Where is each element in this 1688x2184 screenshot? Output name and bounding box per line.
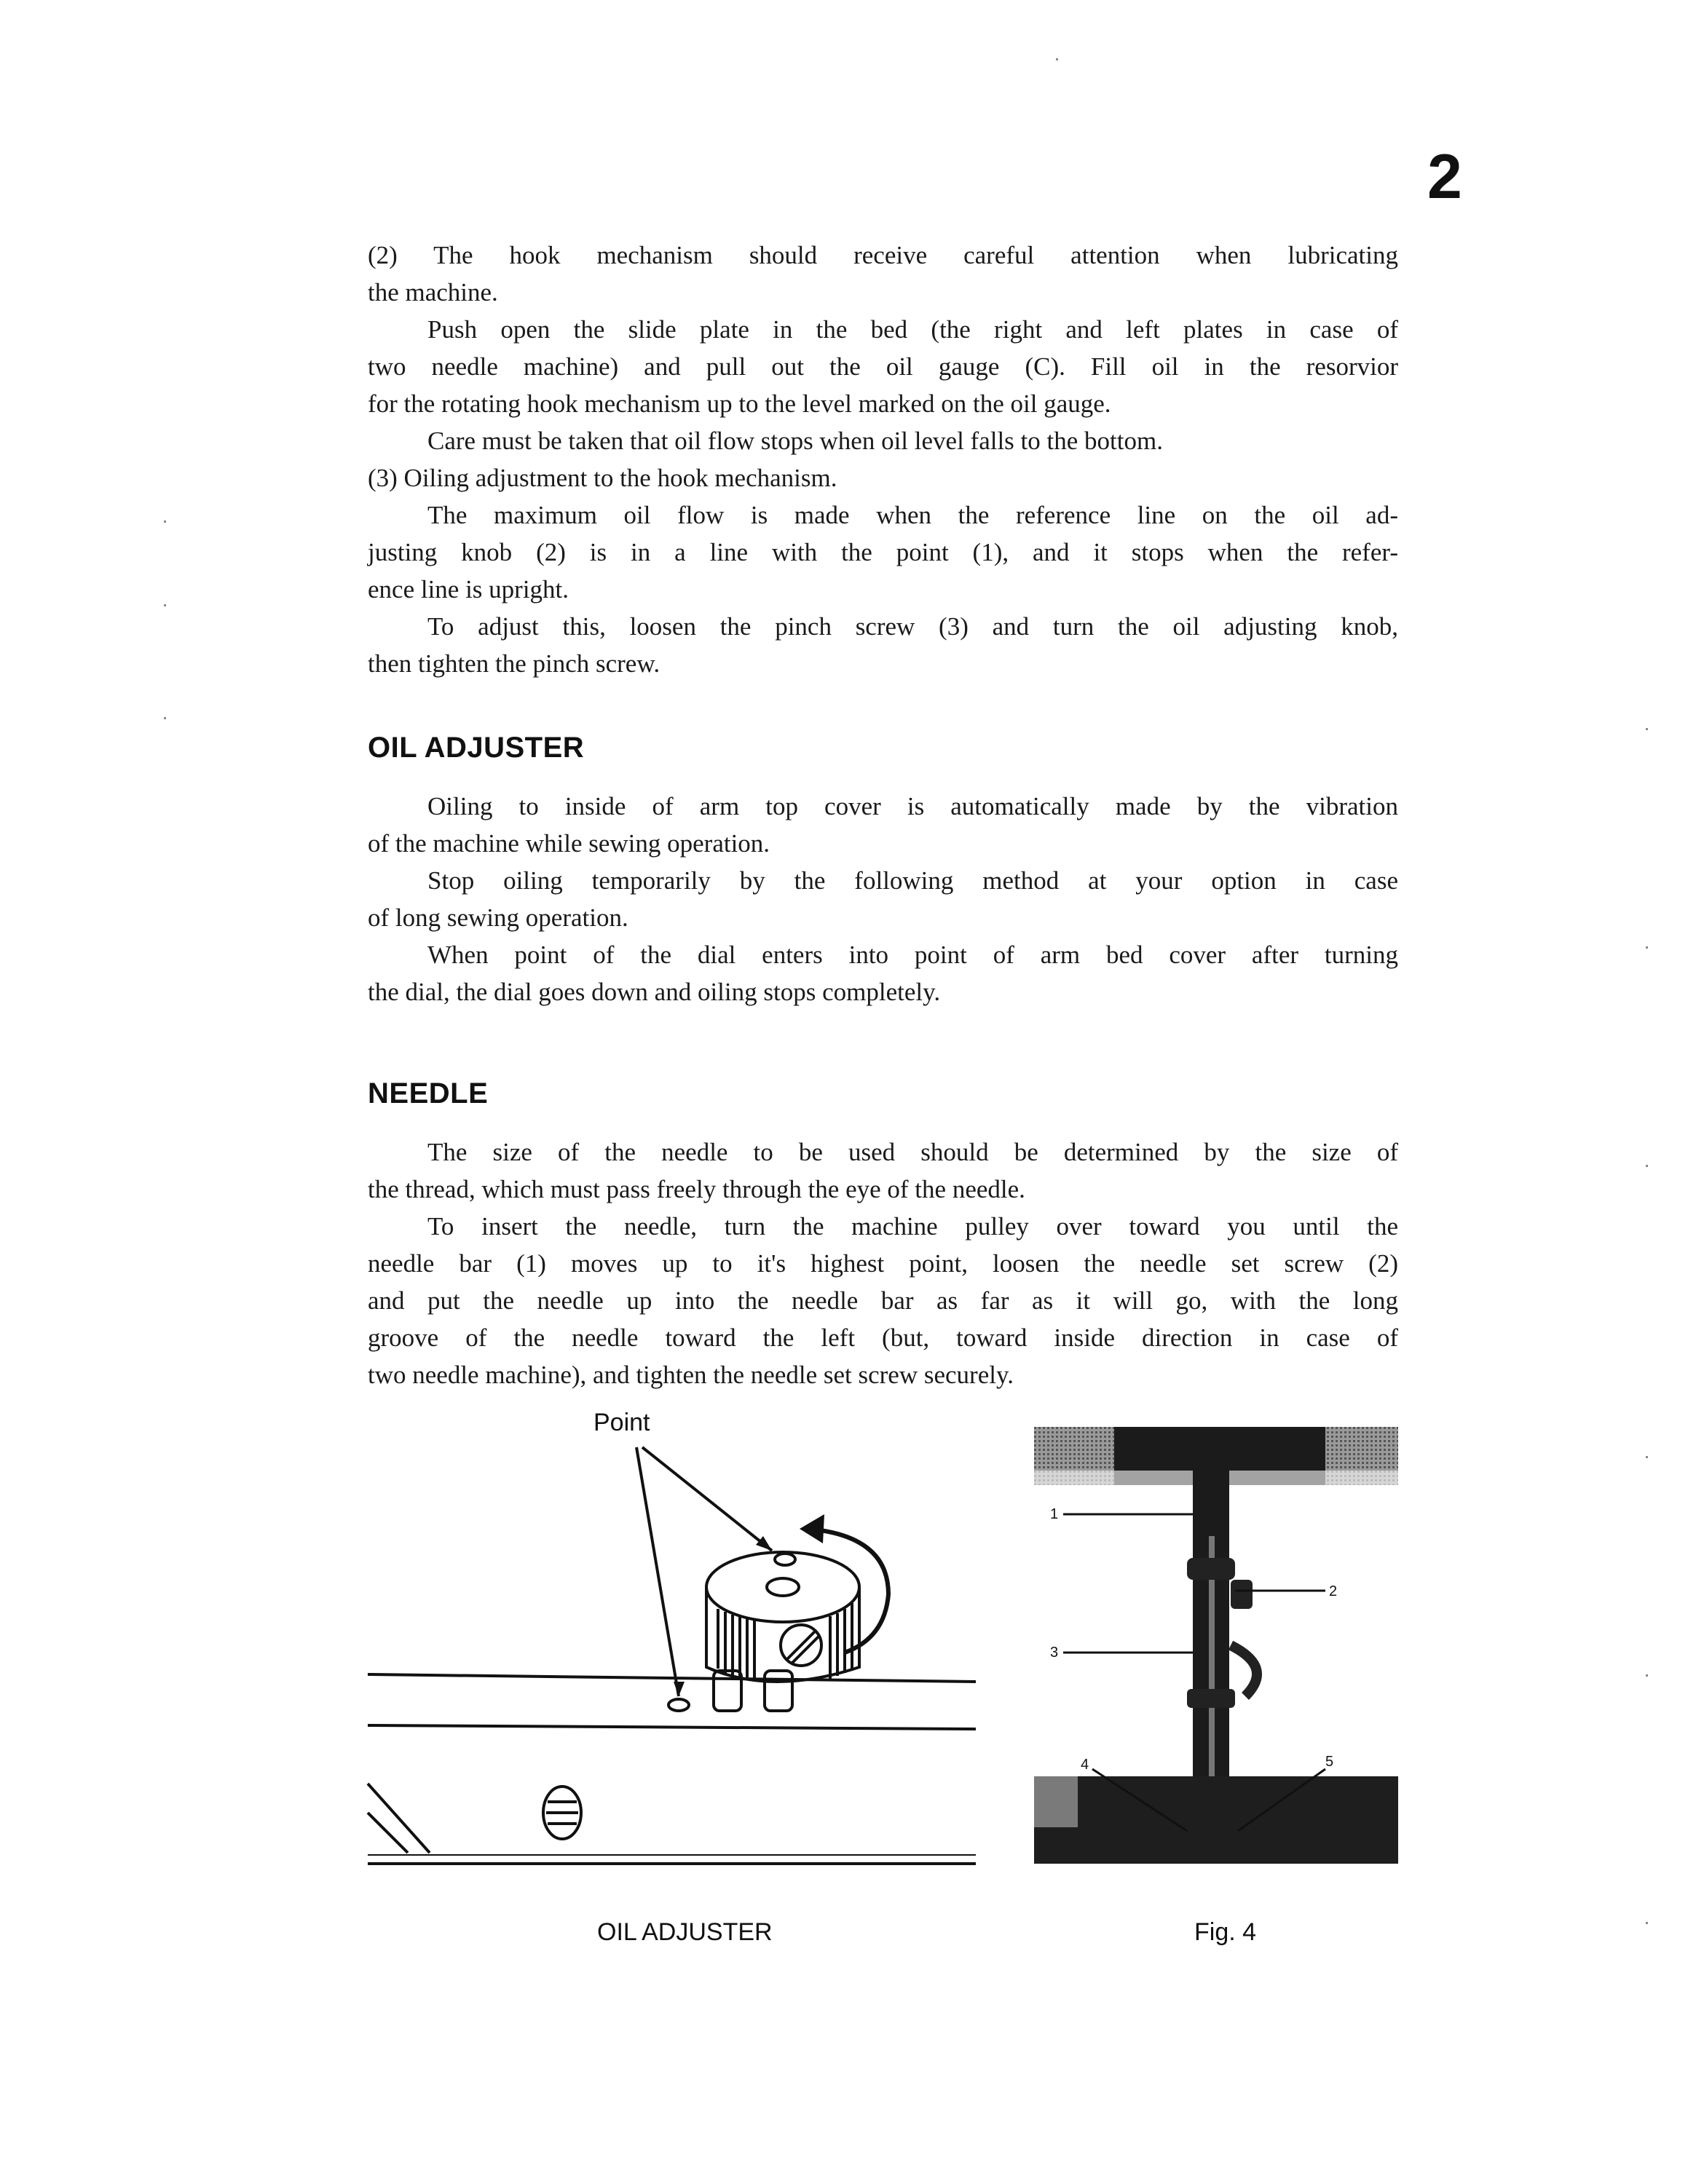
callout-5: 5 bbox=[1325, 1754, 1334, 1770]
oil-adjuster-heading: OIL ADJUSTER bbox=[368, 732, 585, 764]
oil-adjuster-caption: OIL ADJUSTER bbox=[597, 1918, 773, 1946]
hook-text-line: two needle machine) and pull out the oil gauge (C). Fill oil in the resorvior bbox=[368, 352, 1398, 381]
needle-text-line: the thread, which must pass freely through the eye of the needle. bbox=[368, 1175, 1025, 1203]
scan-speck bbox=[1646, 1922, 1648, 1924]
hook-text-line: To adjust this, loosen the pinch screw (3) and turn the oil adjusting knob, bbox=[427, 612, 1398, 641]
needle-text-line: and put the needle up into the needle bar as far as it will go, with the long bbox=[368, 1286, 1398, 1315]
oil-adjuster-illustration bbox=[364, 1434, 998, 1871]
oil-adjuster-section bbox=[368, 788, 1398, 1010]
scan-speck bbox=[1646, 946, 1648, 949]
scan-speck bbox=[164, 717, 166, 719]
callout-3: 3 bbox=[1050, 1645, 1059, 1661]
hook-text-line: ence line is upright. bbox=[368, 575, 569, 604]
hook-text-line: Care must be taken that oil flow stops when oil level falls to the bottom. bbox=[427, 427, 1163, 455]
scan-speck bbox=[1056, 58, 1058, 60]
hook-text-line: The maximum oil flow is made when the reference line on the oil ad- bbox=[427, 501, 1398, 529]
fig4-caption: Fig. 4 bbox=[1194, 1918, 1257, 1946]
scan-speck bbox=[1646, 1456, 1648, 1458]
hook-text-line: Push open the slide plate in the bed (the right and left plates in case of bbox=[427, 315, 1398, 344]
scan-speck bbox=[1646, 1165, 1648, 1167]
needle-text-line: The size of the needle to be used should be determined by the size of bbox=[427, 1138, 1398, 1166]
oil-adjuster-text-line: of the machine while sewing operation. bbox=[368, 829, 770, 858]
hook-text-line: (2) The hook mechanism should receive careful attention when lubricating bbox=[368, 241, 1398, 269]
hook-text-line: for the rotating hook mechanism up to the level marked on the oil gauge. bbox=[368, 389, 1111, 418]
hook-text-line: the machine. bbox=[368, 278, 498, 306]
point-label: Point bbox=[593, 1409, 650, 1436]
scan-speck bbox=[1646, 1674, 1648, 1677]
needle-text-line: To insert the needle, turn the machine pulley over toward you until the bbox=[427, 1212, 1398, 1241]
callout-2: 2 bbox=[1329, 1583, 1338, 1599]
oil-adjuster-text-line: When point of the dial enters into point of arm bed cover after turning bbox=[427, 941, 1398, 969]
page-number: 2 bbox=[1427, 142, 1462, 212]
callout-1: 1 bbox=[1050, 1506, 1059, 1522]
hook-lubrication-section bbox=[368, 237, 1398, 682]
needle-text-line: two needle machine), and tighten the needle set screw securely. bbox=[368, 1361, 1014, 1389]
scan-speck bbox=[164, 521, 166, 523]
oil-adjuster-text-line: of long sewing operation. bbox=[368, 903, 628, 932]
callout-4: 4 bbox=[1081, 1757, 1089, 1773]
oil-adjuster-text-line: Oiling to inside of arm top cover is automatically made by the vibration bbox=[427, 792, 1398, 820]
needle-heading: NEEDLE bbox=[368, 1077, 489, 1109]
needle-text-line: groove of the needle toward the left (but, toward inside direction in case of bbox=[368, 1324, 1398, 1352]
hook-text-line: (3) Oiling adjustment to the hook mechanism. bbox=[368, 464, 837, 492]
needle-section bbox=[368, 1133, 1398, 1393]
scan-speck bbox=[1646, 728, 1648, 730]
needle-text-line: needle bar (1) moves up to it's highest point, loosen the needle set screw (2) bbox=[368, 1249, 1398, 1278]
scan-speck bbox=[164, 604, 166, 606]
hook-text-line: justing knob (2) is in a line with the point (1), and it stops when the refer- bbox=[368, 538, 1398, 566]
oil-adjuster-text-line: Stop oiling temporarily by the following method at your option in case bbox=[427, 866, 1398, 895]
hook-text-line: then tighten the pinch screw. bbox=[368, 649, 660, 678]
needle-photo bbox=[1034, 1427, 1398, 1864]
oil-adjuster-text-line: the dial, the dial goes down and oiling stops completely. bbox=[368, 978, 941, 1006]
